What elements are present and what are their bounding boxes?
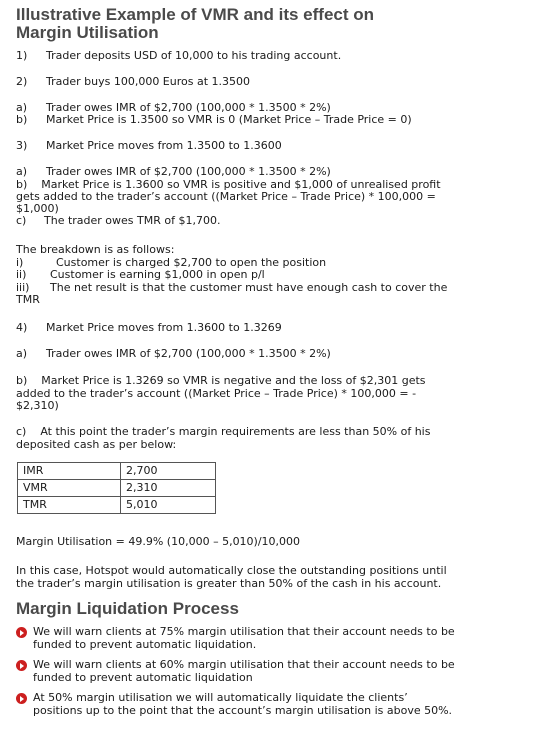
document bbox=[16, 5, 531, 717]
step-2b: b) Market Price is 1.3500 so VMR is 0 (Market Price – Trade Price = 0) bbox=[16, 113, 412, 126]
step-2: 2) Trader buys 100,000 Euros at 1.3500 bbox=[16, 75, 251, 88]
step-3: 3) Market Price moves from 1.3500 to 1.3600 bbox=[16, 139, 282, 152]
step-3b-line-1: b) Market Price is 1.3600 so VMR is positive and $1,000 of unrealised profit bbox=[16, 178, 441, 191]
breakdown-iii: iii) The net result is that the customer must have enough cash to cover the bbox=[16, 281, 448, 294]
bullet-icon bbox=[16, 660, 27, 671]
margin-table bbox=[17, 462, 216, 514]
table-row bbox=[18, 497, 216, 514]
bullet-3-line-1: At 50% margin utilisation we will automatically liquidate the clients’ bbox=[33, 691, 408, 704]
step-4: 4) Market Price moves from 1.3600 to 1.3269 bbox=[16, 321, 282, 334]
breakdown-ii: ii) Customer is earning $1,000 in open p/l bbox=[16, 268, 265, 281]
step-4b-line-3: $2,310) bbox=[16, 399, 59, 412]
step-4c-line-2: deposited cash as per below: bbox=[16, 438, 177, 451]
step-4b-line-2: added to the trader’s account ((Market Price – Trade Price) * 100,000 = - bbox=[16, 387, 417, 400]
bullet-1-line-1: We will warn clients at 75% margin utilisation that their account needs to be bbox=[33, 625, 455, 638]
step-3b-line-3: $1,000) bbox=[16, 202, 59, 215]
bullet-2-line-1: We will warn clients at 60% margin utilisation that their account needs to be bbox=[33, 658, 455, 671]
page-title bbox=[16, 6, 531, 42]
table-cell-key: VMR bbox=[18, 480, 121, 497]
step-2a: a) Trader owes IMR of $2,700 (100,000 * 1.3500 * 2%) bbox=[16, 101, 331, 114]
step-1: 1) Trader deposits USD of 10,000 to his trading account. bbox=[16, 49, 342, 62]
close-text-line-1: In this case, Hotspot would automatically close the outstanding positions until bbox=[16, 564, 447, 577]
step-3a: a) Trader owes IMR of $2,700 (100,000 * 1.3500 * 2%) bbox=[16, 165, 331, 178]
section-heading: Margin Liquidation Process bbox=[16, 599, 239, 618]
table-cell-key: TMR bbox=[18, 497, 121, 514]
margin-utilisation: Margin Utilisation = 49.9% (10,000 – 5,010)/10,000 bbox=[16, 535, 301, 548]
bullet-3-line-2: positions up to the point that the account’s margin utilisation is above 50%. bbox=[33, 704, 453, 717]
table-cell-key: IMR bbox=[18, 463, 121, 480]
step-3b-line-2: gets added to the trader’s account ((Market Price – Trade Price) * 100,000 = bbox=[16, 190, 436, 203]
step-4c-line-1: c) At this point the trader’s margin requirements are less than 50% of his bbox=[16, 425, 431, 438]
step-4a: a) Trader owes IMR of $2,700 (100,000 * 1.3500 * 2%) bbox=[16, 347, 331, 360]
title-line-1: Illustrative Example of VMR and its effect on bbox=[16, 5, 375, 24]
breakdown-iii-cont: TMR bbox=[16, 293, 40, 306]
table-row bbox=[18, 480, 216, 497]
bullet-icon bbox=[16, 627, 27, 638]
close-text-line-2: the trader’s margin utilisation is greater than 50% of the cash in his account. bbox=[16, 577, 442, 590]
table-cell-value: 2,310 bbox=[121, 480, 216, 497]
breakdown-heading: The breakdown is as follows: bbox=[16, 243, 175, 256]
title-line-2: Margin Utilisation bbox=[16, 23, 159, 42]
step-4b-line-1: b) Market Price is 1.3269 so VMR is negative and the loss of $2,301 gets bbox=[16, 374, 426, 387]
table-cell-value: 2,700 bbox=[121, 463, 216, 480]
table-row bbox=[18, 463, 216, 480]
step-3c: c) The trader owes TMR of $1,700. bbox=[16, 214, 221, 227]
bullet-icon bbox=[16, 693, 27, 704]
bullet-1-line-2: funded to prevent automatic liquidation. bbox=[33, 638, 257, 651]
breakdown-i: i) Customer is charged $2,700 to open the position bbox=[16, 256, 327, 269]
bullet-2-line-2: funded to prevent automatic liquidation bbox=[33, 671, 253, 684]
table-cell-value: 5,010 bbox=[121, 497, 216, 514]
